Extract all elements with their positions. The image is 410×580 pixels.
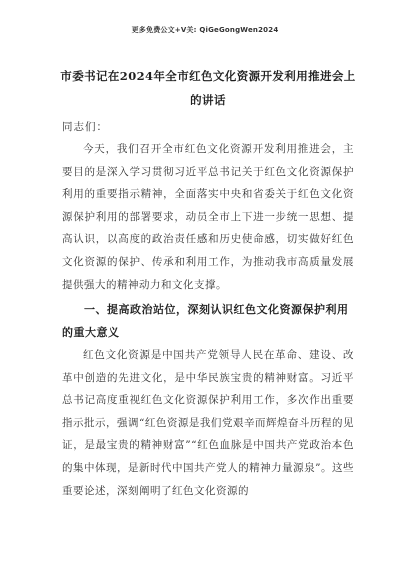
section-heading-1: 一、提高政治站位，深刻认识红色文化资源保护利用的重大意义 bbox=[62, 303, 349, 339]
paragraph-intro: 今天，我们召开全市红色文化资源开发利用推进会，主要目的是深入学习贯彻习近平总书记关于红色文化资源保护利用的重要指示精神，全面落实中央和省委关于红色文化资源保护利用的部署要求，动员全市上下进一步统一思想、提高认识，以高度的政治责任感和历史使命感，切实做好红色文化资源的保护、传承和利用工作，为推动我市高质量发展提供强大的精神动力和文化支撑。 bbox=[62, 143, 354, 291]
header-note: 更多免费公文+V关: QiGeGongWen2024 bbox=[131, 26, 279, 34]
document-title: 市委书记在2024年全市红色文化资源开发利用推进会上的讲话 bbox=[60, 69, 356, 107]
paragraph-section-1: 红色文化资源是中国共产党领导人民在革命、建设、改革中创造的先进文化，是中华民族宝贵的精神财富。习近平总书记高度重视红色文化资源保护利用工作，多次作出重要指示批示，强调“红色资源是我们党艰辛而辉煌奋斗历程的见证，是最宝贵的精神财富”“红色血脉是中国共产党政治本色的集中体现，是新时代中国共产党人的精神力量源泉”。这些重要论述，深刻阐明了红色文化资源的 bbox=[62, 349, 354, 497]
salutation: 同志们： bbox=[62, 121, 108, 133]
